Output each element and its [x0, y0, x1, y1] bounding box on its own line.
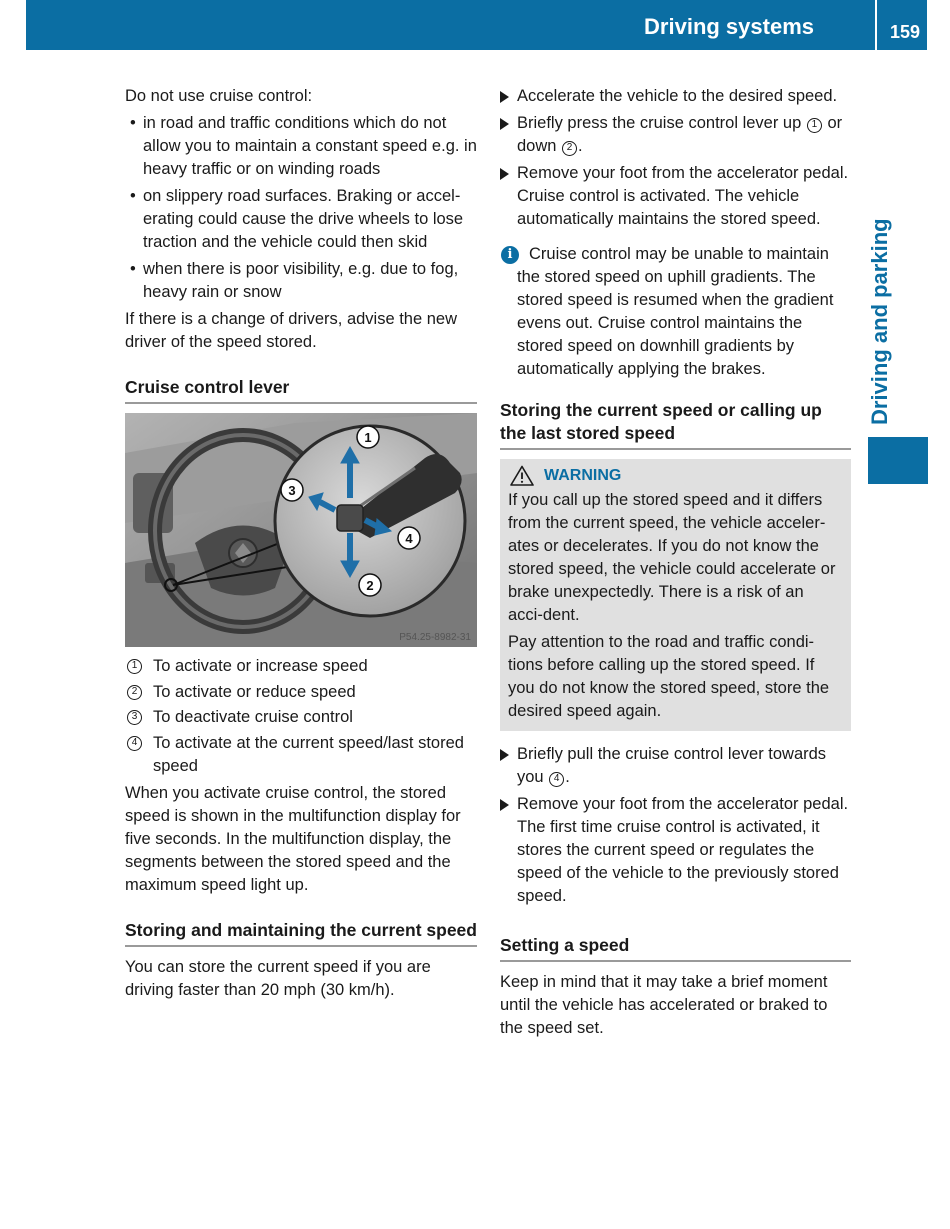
instruction-step: Remove your foot from the accelerator pedal. Cruise control is activated. The vehicle automatically maintains the stored speed.	[500, 162, 851, 231]
section-heading-lever: Cruise control lever	[125, 376, 477, 404]
intro-text: Do not use cruise control:	[125, 87, 313, 105]
legend-text: To deactivate cruise control	[153, 708, 353, 726]
driver-change-text: If there is a change of drivers, advise the new driver of the speed stored.	[125, 310, 458, 351]
warning-paragraph: If you call up the stored speed and it differs from the current speed, the vehicle acceler-ates or decelerates. If you do not know the stored speed, the vehicle could accelerate or brake unexpectedly. There is a risk of an acci-dent.	[508, 491, 836, 624]
storing-text: You can store the current speed if you are driving faster than 20 mph (30 km/h).	[125, 957, 431, 999]
legend-number: 1	[127, 659, 142, 674]
info-note: i Cruise control may be unable to maintain the stored speed on uphill gradients. The stored speed is resumed when the gradient evens out. Cruise control maintains the stored speed on downhill gradients by automatically applying the brakes.	[500, 243, 851, 381]
legend-text: To activate at the current speed/last stored speed	[153, 733, 464, 775]
cruise-control-lever-figure	[125, 413, 477, 647]
svg-text:4: 4	[405, 531, 413, 546]
warning-paragraph: Pay attention to the road and traffic condi-tions before calling up the stored speed. If you do not know the stored speed, store the desired speed again.	[508, 633, 830, 720]
side-tab-block	[868, 437, 928, 484]
section-heading-recall: Storing the current speed or calling up the last stored speed	[500, 399, 851, 450]
right-column	[500, 85, 851, 1044]
step-arrow-icon	[500, 799, 509, 811]
legend-number: 4	[127, 736, 142, 751]
callout-2	[359, 574, 381, 596]
figure-code: P54.25-8982-31	[399, 632, 471, 643]
instruction-step: Accelerate the vehicle to the desired speed.	[500, 85, 851, 108]
inline-number: 4	[549, 772, 564, 787]
bullet-list	[125, 112, 477, 304]
activation-text: When you activate cruise control, the stored speed is shown in the multifunction display for five seconds. In the multifunction display, the segments between the stored speed and the maximum speed light up.	[125, 783, 461, 894]
bullet-item: • in road and traffic conditions which do not allow you to maintain a constant speed e.g. in heavy traffic or on winding roads	[125, 112, 477, 181]
callout-1	[357, 426, 379, 448]
figure-legend	[125, 655, 477, 778]
warning-header	[508, 461, 843, 489]
header-title: Driving systems	[644, 14, 814, 39]
legend-item	[125, 681, 477, 704]
instruction-step: Briefly pull the cruise control lever towards you 4 .	[500, 743, 851, 789]
setting-text: Keep in mind that it may take a brief moment until the vehicle has accelerated or braked to the speed set.	[500, 973, 828, 1037]
bullet-item: • when there is poor visibility, e.g. due to fog, heavy rain or snow	[125, 258, 477, 304]
step-arrow-icon	[500, 118, 509, 130]
step-arrow-icon	[500, 91, 509, 103]
warning-title: WARNING	[544, 466, 622, 484]
header-bar	[26, 0, 927, 50]
section-heading-storing: Storing and maintaining the current speed	[125, 919, 477, 947]
svg-text:2: 2	[366, 578, 374, 593]
step-result: Cruise control is activated. The vehicle automatically maintains the stored speed.	[517, 187, 821, 228]
legend-number: 3	[127, 710, 142, 725]
section-heading-setting: Setting a speed	[500, 934, 851, 962]
svg-text:3: 3	[288, 483, 296, 498]
callout-3	[281, 479, 303, 501]
legend-item	[125, 655, 477, 678]
header-separator	[875, 0, 877, 50]
step-result: The first time cruise control is activated, it stores the current speed or regulates the speed of the vehicle to the previously stored speed.	[517, 818, 839, 905]
legend-text: To activate or reduce speed	[153, 682, 356, 701]
legend-number: 2	[127, 685, 142, 700]
legend-item	[125, 732, 477, 778]
svg-text:1: 1	[364, 430, 372, 445]
legend-text: To activate or increase speed	[153, 657, 368, 675]
step-arrow-icon	[500, 749, 509, 761]
left-column	[125, 85, 477, 1006]
page-number: 159	[890, 22, 921, 42]
warning-triangle-icon	[510, 465, 534, 486]
side-tab-label: Driving and parking	[867, 218, 892, 425]
inline-number: 2	[562, 141, 577, 156]
legend-item	[125, 706, 477, 729]
step-arrow-icon	[500, 168, 509, 180]
inline-number: 1	[807, 118, 822, 133]
instruction-step: Remove your foot from the accelerator pedal. The first time cruise control is activated, it stores the current speed or regulates the speed of the vehicle to the previously stored speed.	[500, 793, 851, 908]
warning-box	[500, 459, 851, 731]
steering-wheel-illustration	[125, 413, 477, 647]
instruction-step: Briefly press the cruise control lever up 1 or down 2 .	[500, 112, 851, 158]
info-icon: i	[501, 246, 519, 264]
bullet-item: • on slippery road surfaces. Braking or accel-erating could cause the drive wheels to lose traction and the vehicle could then skid	[125, 185, 477, 254]
callout-4	[398, 527, 420, 549]
